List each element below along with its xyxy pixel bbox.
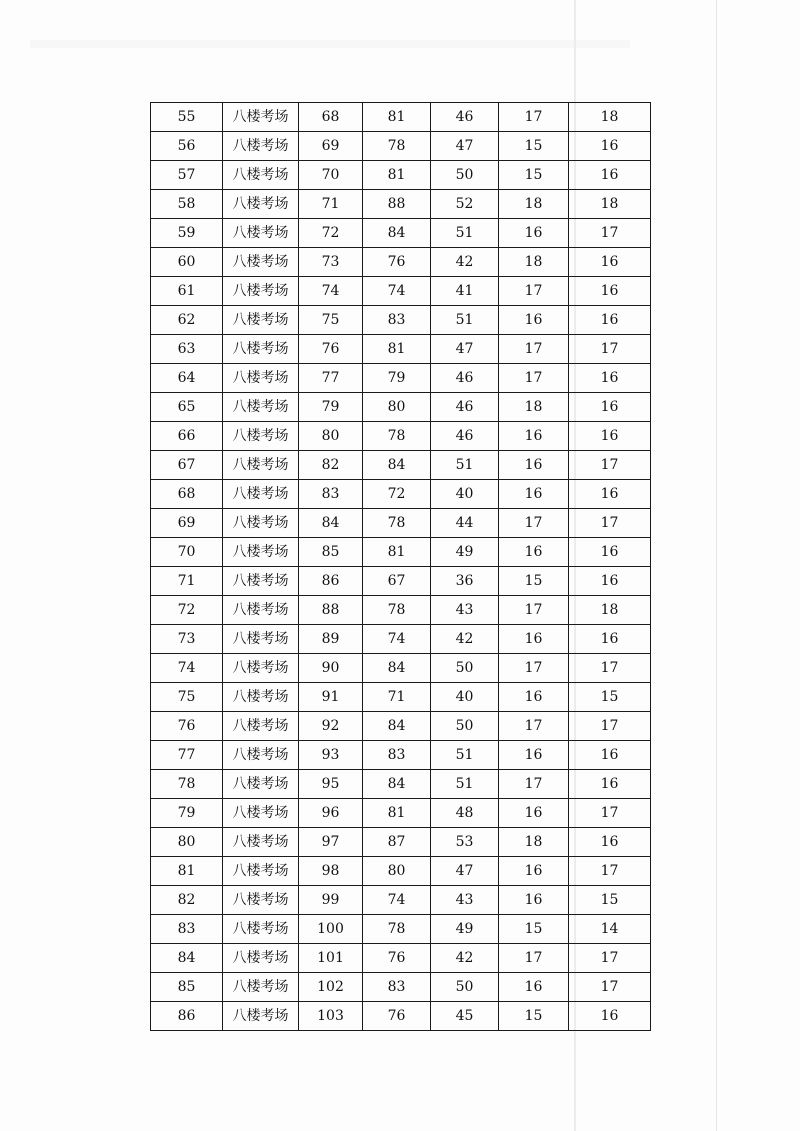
score-cell-c: 17	[499, 509, 569, 538]
score-cell-a: 81	[363, 799, 431, 828]
venue-cell: 八楼考场	[223, 248, 299, 277]
score-cell-d: 15	[569, 683, 651, 712]
score-cell-b: 51	[431, 219, 499, 248]
table-row	[151, 219, 651, 248]
score-cell-a: 84	[363, 451, 431, 480]
row-number-cell: 73	[151, 625, 223, 654]
score-cell-d: 18	[569, 103, 651, 132]
seat-number-cell: 84	[299, 509, 363, 538]
venue-cell: 八楼考场	[223, 886, 299, 915]
seat-number-cell: 74	[299, 277, 363, 306]
score-cell-d: 16	[569, 1002, 651, 1031]
venue-cell: 八楼考场	[223, 915, 299, 944]
venue-cell: 八楼考场	[223, 132, 299, 161]
seat-number-cell: 101	[299, 944, 363, 973]
seat-number-cell: 80	[299, 422, 363, 451]
score-cell-a: 81	[363, 161, 431, 190]
score-cell-a: 81	[363, 538, 431, 567]
row-number-cell: 84	[151, 944, 223, 973]
seat-number-cell: 95	[299, 770, 363, 799]
row-number-cell: 55	[151, 103, 223, 132]
score-cell-b: 42	[431, 625, 499, 654]
score-cell-b: 50	[431, 161, 499, 190]
row-number-cell: 61	[151, 277, 223, 306]
score-cell-c: 16	[499, 219, 569, 248]
score-cell-c: 16	[499, 625, 569, 654]
score-cell-b: 42	[431, 944, 499, 973]
score-cell-c: 17	[499, 103, 569, 132]
score-cell-d: 16	[569, 393, 651, 422]
table-row	[151, 1002, 651, 1031]
table-row	[151, 161, 651, 190]
score-cell-c: 17	[499, 770, 569, 799]
score-cell-a: 78	[363, 596, 431, 625]
venue-cell: 八楼考场	[223, 161, 299, 190]
table-row	[151, 567, 651, 596]
table-row	[151, 712, 651, 741]
venue-cell: 八楼考场	[223, 944, 299, 973]
score-cell-d: 16	[569, 538, 651, 567]
score-cell-d: 17	[569, 944, 651, 973]
score-cell-a: 74	[363, 886, 431, 915]
row-number-cell: 60	[151, 248, 223, 277]
venue-cell: 八楼考场	[223, 393, 299, 422]
score-cell-c: 18	[499, 828, 569, 857]
venue-cell: 八楼考场	[223, 828, 299, 857]
score-table-body	[151, 103, 651, 1031]
score-cell-d: 16	[569, 248, 651, 277]
score-cell-d: 16	[569, 306, 651, 335]
score-cell-b: 43	[431, 596, 499, 625]
score-cell-d: 17	[569, 857, 651, 886]
score-cell-c: 15	[499, 1002, 569, 1031]
row-number-cell: 78	[151, 770, 223, 799]
table-row	[151, 277, 651, 306]
seat-number-cell: 98	[299, 857, 363, 886]
score-cell-b: 40	[431, 480, 499, 509]
score-cell-c: 18	[499, 190, 569, 219]
score-cell-b: 48	[431, 799, 499, 828]
page-fold-line	[716, 0, 717, 1131]
seat-number-cell: 96	[299, 799, 363, 828]
venue-cell: 八楼考场	[223, 451, 299, 480]
score-cell-c: 16	[499, 683, 569, 712]
row-number-cell: 77	[151, 741, 223, 770]
table-row	[151, 596, 651, 625]
score-cell-c: 16	[499, 451, 569, 480]
score-cell-c: 16	[499, 857, 569, 886]
score-cell-c: 16	[499, 422, 569, 451]
score-cell-d: 16	[569, 480, 651, 509]
score-cell-c: 17	[499, 654, 569, 683]
seat-number-cell: 70	[299, 161, 363, 190]
score-cell-d: 14	[569, 915, 651, 944]
row-number-cell: 81	[151, 857, 223, 886]
row-number-cell: 76	[151, 712, 223, 741]
row-number-cell: 75	[151, 683, 223, 712]
score-cell-d: 17	[569, 219, 651, 248]
score-cell-a: 74	[363, 277, 431, 306]
seat-number-cell: 99	[299, 886, 363, 915]
venue-cell: 八楼考场	[223, 103, 299, 132]
score-cell-a: 78	[363, 422, 431, 451]
score-cell-b: 49	[431, 915, 499, 944]
score-cell-d: 16	[569, 625, 651, 654]
score-cell-b: 36	[431, 567, 499, 596]
row-number-cell: 56	[151, 132, 223, 161]
score-cell-b: 47	[431, 857, 499, 886]
table-row	[151, 451, 651, 480]
seat-number-cell: 88	[299, 596, 363, 625]
row-number-cell: 72	[151, 596, 223, 625]
seat-number-cell: 83	[299, 480, 363, 509]
table-row	[151, 335, 651, 364]
score-cell-b: 46	[431, 422, 499, 451]
score-table	[150, 102, 651, 1031]
score-cell-a: 87	[363, 828, 431, 857]
venue-cell: 八楼考场	[223, 306, 299, 335]
score-cell-a: 76	[363, 248, 431, 277]
table-row	[151, 828, 651, 857]
score-cell-a: 78	[363, 509, 431, 538]
row-number-cell: 64	[151, 364, 223, 393]
score-cell-a: 81	[363, 335, 431, 364]
venue-cell: 八楼考场	[223, 1002, 299, 1031]
venue-cell: 八楼考场	[223, 364, 299, 393]
score-cell-b: 50	[431, 654, 499, 683]
score-cell-a: 83	[363, 973, 431, 1002]
score-cell-d: 16	[569, 364, 651, 393]
table-row	[151, 364, 651, 393]
score-cell-b: 45	[431, 1002, 499, 1031]
score-cell-c: 17	[499, 335, 569, 364]
seat-number-cell: 85	[299, 538, 363, 567]
score-cell-b: 41	[431, 277, 499, 306]
seat-number-cell: 91	[299, 683, 363, 712]
score-cell-a: 80	[363, 857, 431, 886]
seat-number-cell: 72	[299, 219, 363, 248]
score-cell-c: 16	[499, 973, 569, 1002]
venue-cell: 八楼考场	[223, 335, 299, 364]
score-cell-c: 16	[499, 886, 569, 915]
score-cell-c: 18	[499, 393, 569, 422]
score-cell-d: 17	[569, 712, 651, 741]
seat-number-cell: 68	[299, 103, 363, 132]
venue-cell: 八楼考场	[223, 625, 299, 654]
score-cell-b: 51	[431, 306, 499, 335]
score-cell-d: 16	[569, 422, 651, 451]
row-number-cell: 66	[151, 422, 223, 451]
score-cell-a: 71	[363, 683, 431, 712]
score-cell-c: 16	[499, 741, 569, 770]
score-cell-b: 52	[431, 190, 499, 219]
table-row	[151, 248, 651, 277]
score-cell-c: 18	[499, 248, 569, 277]
seat-number-cell: 76	[299, 335, 363, 364]
seat-number-cell: 73	[299, 248, 363, 277]
seat-number-cell: 100	[299, 915, 363, 944]
table-row	[151, 422, 651, 451]
table-row	[151, 944, 651, 973]
table-row	[151, 973, 651, 1002]
score-cell-d: 16	[569, 161, 651, 190]
row-number-cell: 69	[151, 509, 223, 538]
venue-cell: 八楼考场	[223, 422, 299, 451]
seat-number-cell: 102	[299, 973, 363, 1002]
row-number-cell: 57	[151, 161, 223, 190]
table-row	[151, 393, 651, 422]
table-row	[151, 770, 651, 799]
table-row	[151, 625, 651, 654]
seat-number-cell: 77	[299, 364, 363, 393]
score-cell-c: 16	[499, 799, 569, 828]
seat-number-cell: 103	[299, 1002, 363, 1031]
seat-number-cell: 69	[299, 132, 363, 161]
score-cell-c: 17	[499, 944, 569, 973]
score-cell-d: 16	[569, 132, 651, 161]
table-row	[151, 683, 651, 712]
venue-cell: 八楼考场	[223, 741, 299, 770]
score-cell-c: 16	[499, 306, 569, 335]
row-number-cell: 68	[151, 480, 223, 509]
score-cell-a: 83	[363, 306, 431, 335]
row-number-cell: 71	[151, 567, 223, 596]
table-row	[151, 132, 651, 161]
score-cell-b: 46	[431, 393, 499, 422]
row-number-cell: 83	[151, 915, 223, 944]
score-cell-a: 78	[363, 915, 431, 944]
score-cell-c: 16	[499, 538, 569, 567]
venue-cell: 八楼考场	[223, 683, 299, 712]
row-number-cell: 79	[151, 799, 223, 828]
venue-cell: 八楼考场	[223, 509, 299, 538]
score-cell-a: 84	[363, 654, 431, 683]
venue-cell: 八楼考场	[223, 190, 299, 219]
score-cell-b: 44	[431, 509, 499, 538]
row-number-cell: 59	[151, 219, 223, 248]
seat-number-cell: 82	[299, 451, 363, 480]
score-cell-a: 88	[363, 190, 431, 219]
score-cell-d: 17	[569, 335, 651, 364]
score-cell-c: 17	[499, 277, 569, 306]
score-cell-b: 47	[431, 132, 499, 161]
score-cell-b: 49	[431, 538, 499, 567]
score-cell-d: 16	[569, 277, 651, 306]
table-row	[151, 509, 651, 538]
score-cell-b: 51	[431, 451, 499, 480]
row-number-cell: 70	[151, 538, 223, 567]
score-cell-a: 79	[363, 364, 431, 393]
score-cell-c: 15	[499, 915, 569, 944]
score-cell-a: 72	[363, 480, 431, 509]
score-cell-c: 16	[499, 480, 569, 509]
score-cell-b: 51	[431, 741, 499, 770]
row-number-cell: 85	[151, 973, 223, 1002]
score-cell-d: 16	[569, 741, 651, 770]
row-number-cell: 58	[151, 190, 223, 219]
venue-cell: 八楼考场	[223, 277, 299, 306]
score-cell-d: 16	[569, 567, 651, 596]
row-number-cell: 67	[151, 451, 223, 480]
score-cell-b: 51	[431, 770, 499, 799]
table-row	[151, 306, 651, 335]
score-cell-a: 74	[363, 625, 431, 654]
score-cell-b: 46	[431, 364, 499, 393]
score-cell-c: 17	[499, 712, 569, 741]
score-cell-d: 17	[569, 799, 651, 828]
score-cell-c: 15	[499, 567, 569, 596]
score-cell-b: 47	[431, 335, 499, 364]
venue-cell: 八楼考场	[223, 567, 299, 596]
venue-cell: 八楼考场	[223, 799, 299, 828]
table-row	[151, 799, 651, 828]
score-cell-b: 50	[431, 712, 499, 741]
score-cell-a: 83	[363, 741, 431, 770]
score-cell-d: 17	[569, 973, 651, 1002]
score-cell-d: 18	[569, 596, 651, 625]
score-cell-d: 17	[569, 451, 651, 480]
score-cell-d: 18	[569, 190, 651, 219]
score-cell-c: 15	[499, 132, 569, 161]
venue-cell: 八楼考场	[223, 712, 299, 741]
score-cell-b: 53	[431, 828, 499, 857]
score-cell-d: 17	[569, 654, 651, 683]
row-number-cell: 86	[151, 1002, 223, 1031]
seat-number-cell: 92	[299, 712, 363, 741]
seat-number-cell: 86	[299, 567, 363, 596]
score-cell-a: 76	[363, 1002, 431, 1031]
table-row	[151, 538, 651, 567]
venue-cell: 八楼考场	[223, 857, 299, 886]
row-number-cell: 63	[151, 335, 223, 364]
venue-cell: 八楼考场	[223, 973, 299, 1002]
venue-cell: 八楼考场	[223, 219, 299, 248]
score-cell-d: 16	[569, 828, 651, 857]
seat-number-cell: 71	[299, 190, 363, 219]
table-row	[151, 741, 651, 770]
table-row	[151, 480, 651, 509]
row-number-cell: 62	[151, 306, 223, 335]
venue-cell: 八楼考场	[223, 770, 299, 799]
table-row	[151, 915, 651, 944]
score-cell-a: 78	[363, 132, 431, 161]
row-number-cell: 74	[151, 654, 223, 683]
score-cell-b: 40	[431, 683, 499, 712]
score-cell-b: 46	[431, 103, 499, 132]
score-cell-a: 84	[363, 219, 431, 248]
score-cell-c: 17	[499, 596, 569, 625]
venue-cell: 八楼考场	[223, 596, 299, 625]
score-cell-a: 76	[363, 944, 431, 973]
score-cell-a: 81	[363, 103, 431, 132]
venue-cell: 八楼考场	[223, 654, 299, 683]
score-cell-a: 80	[363, 393, 431, 422]
row-number-cell: 82	[151, 886, 223, 915]
seat-number-cell: 93	[299, 741, 363, 770]
score-cell-c: 15	[499, 161, 569, 190]
score-cell-d: 17	[569, 509, 651, 538]
seat-number-cell: 89	[299, 625, 363, 654]
table-row	[151, 103, 651, 132]
score-cell-b: 50	[431, 973, 499, 1002]
score-cell-a: 67	[363, 567, 431, 596]
seat-number-cell: 79	[299, 393, 363, 422]
score-cell-a: 84	[363, 712, 431, 741]
table-row	[151, 654, 651, 683]
score-cell-b: 42	[431, 248, 499, 277]
table-row	[151, 886, 651, 915]
score-cell-a: 84	[363, 770, 431, 799]
score-cell-c: 17	[499, 364, 569, 393]
table-row	[151, 190, 651, 219]
scan-smudge	[30, 40, 630, 48]
score-cell-d: 16	[569, 770, 651, 799]
row-number-cell: 65	[151, 393, 223, 422]
score-cell-b: 43	[431, 886, 499, 915]
score-cell-d: 15	[569, 886, 651, 915]
seat-number-cell: 97	[299, 828, 363, 857]
seat-number-cell: 75	[299, 306, 363, 335]
row-number-cell: 80	[151, 828, 223, 857]
table-row	[151, 857, 651, 886]
seat-number-cell: 90	[299, 654, 363, 683]
venue-cell: 八楼考场	[223, 480, 299, 509]
venue-cell: 八楼考场	[223, 538, 299, 567]
